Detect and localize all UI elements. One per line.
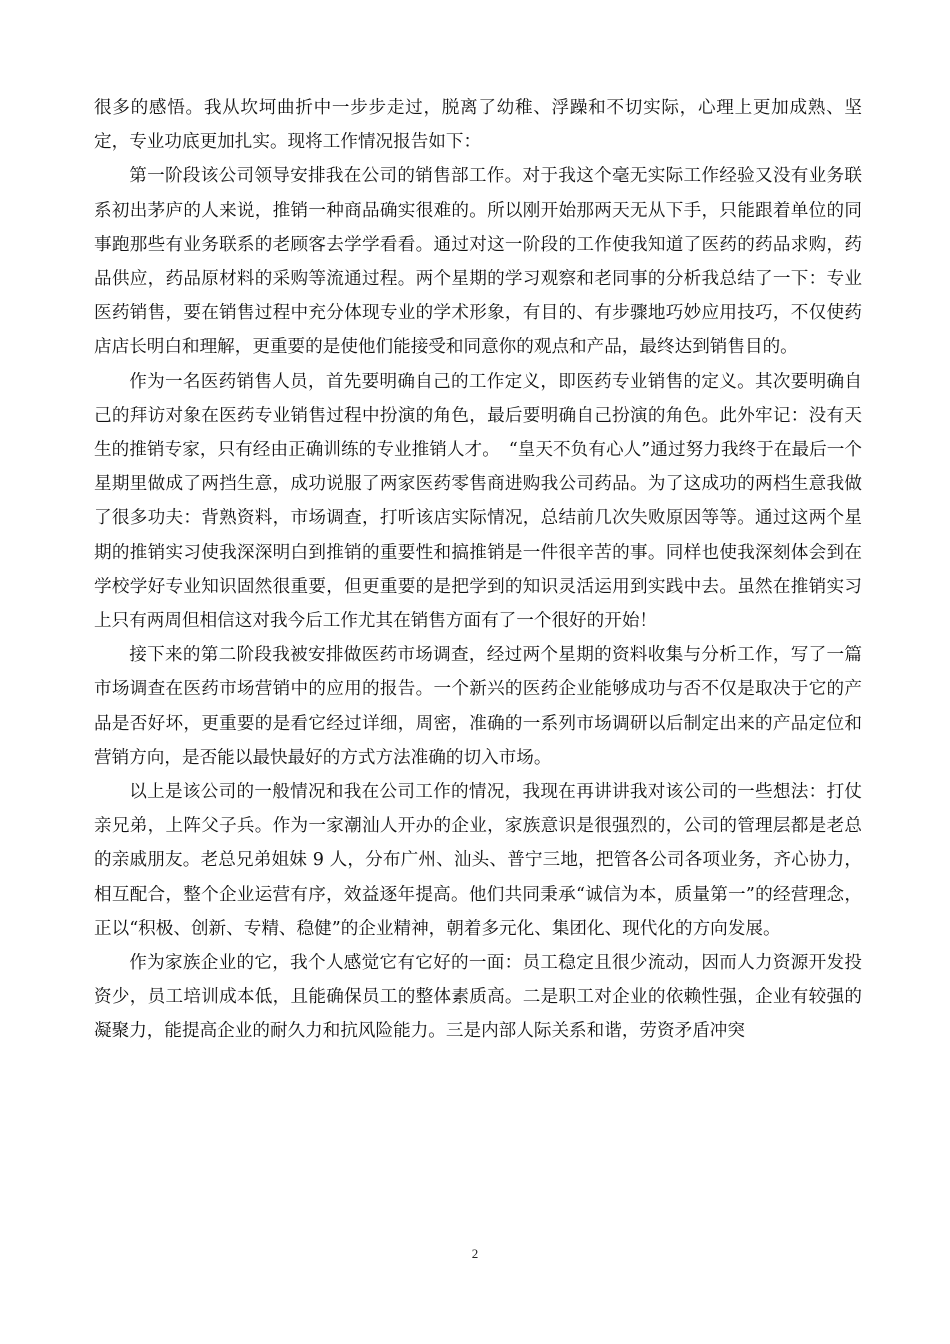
page-number: 2 xyxy=(471,1246,479,1261)
paragraph-2: 第一阶段该公司领导安排我在公司的销售部工作。对于我这个毫无实际工作经验又没有业务联系初出茅庐的人来说，推销一种商品确实很难的。所以刚开始那两天无从下手，只能跟着单位的同事跑那些有业务联系的老顾客去学学看看。通过对这一阶段的工作使我知道了医药的药品求购，药品供应，药品原材料的采购等流通过程。两个星期的学习观察和老同事的分析我总结了一下：专业医药销售，要在销售过程中充分体现专业的学术形象，有目的、有步骤地巧妙应用技巧，不仅使药店店长明白和理解，更重要的是使他们能接受和同意你的观点和产品，最终达到销售目的。 xyxy=(94,166,862,358)
paragraph-6: 作为家族企业的它，我个人感觉它有它好的一面：员工稳定且很少流动，因而人力资源开发投资少，员工培训成本低，且能确保员工的整体素质高。二是职工对企业的依赖性强，企业有较强的凝聚力，能提高企业的耐久力和抗风险能力。三是内部人际关系和谐，劳资矛盾冲突 xyxy=(94,953,862,1042)
paragraph-4: 接下来的第二阶段我被安排做医药市场调查，经过两个星期的资料收集与分析工作，写了一篇市场调查在医药市场营销中的应用的报告。一个新兴的医药企业能够成功与否不仅是取决于它的产品是否好坏，更重要的是看它经过详细，周密，准确的一系列市场调研以后制定出来的产品定位和营销方向，是否能以最快最好的方式方法准确的切入市场。 xyxy=(94,645,862,768)
paragraph-1: 很多的感悟。我从坎坷曲折中一步步走过，脱离了幼稚、浮躁和不切实际，心理上更加成熟、坚定，专业功底更加扎实。现将工作情况报告如下： xyxy=(94,98,862,153)
document-body xyxy=(94,91,862,1049)
paragraph-5: 以上是该公司的一般情况和我在公司工作的情况，我现在再讲讲我对该公司的一些想法：打仗亲兄弟，上阵父子兵。作为一家潮汕人开办的企业，家族意识是很强烈的，公司的管理层都是老总的亲戚朋友。老总兄弟姐妹 9 人，分布广州、汕头、普宁三地，把管各公司各项业务，齐心协力，相互配合，整个企业运营有序，效益逐年提高。他们共同秉承“诚信为本，质量第一”的经营理念，正以“积极、创新、专精、稳健”的企业精神，朝着多元化、集团化、现代化的方向发展。 xyxy=(94,782,862,939)
paragraph-3: 作为一名医药销售人员，首先要明确自己的工作定义，即医药专业销售的定义。其次要明确自己的拜访对象在医药专业销售过程中扮演的角色，最后要明确自己扮演的角色。此外牢记：没有天生的推销专家，只有经由正确训练的专业推销人才。 “皇天不负有心人”通过努力我终于在最后一个星期里做成了两挡生意，成功说服了两家医药零售商进购我公司药品。为了这成功的两档生意我做了很多功夫：背熟资料，市场调查，打听该店实际情况，总结前几次失败原因等等。通过这两个星期的推销实习使我深深明白到推销的重要性和搞推销是一件很辛苦的事。同样也使我深刻体会到在学校学好专业知识固然很重要，但更重要的是把学到的知识灵活运用到实践中去。虽然在推销实习上只有两周但相信这对我今后工作尤其在销售方面有了一个很好的开始！ xyxy=(94,371,862,632)
